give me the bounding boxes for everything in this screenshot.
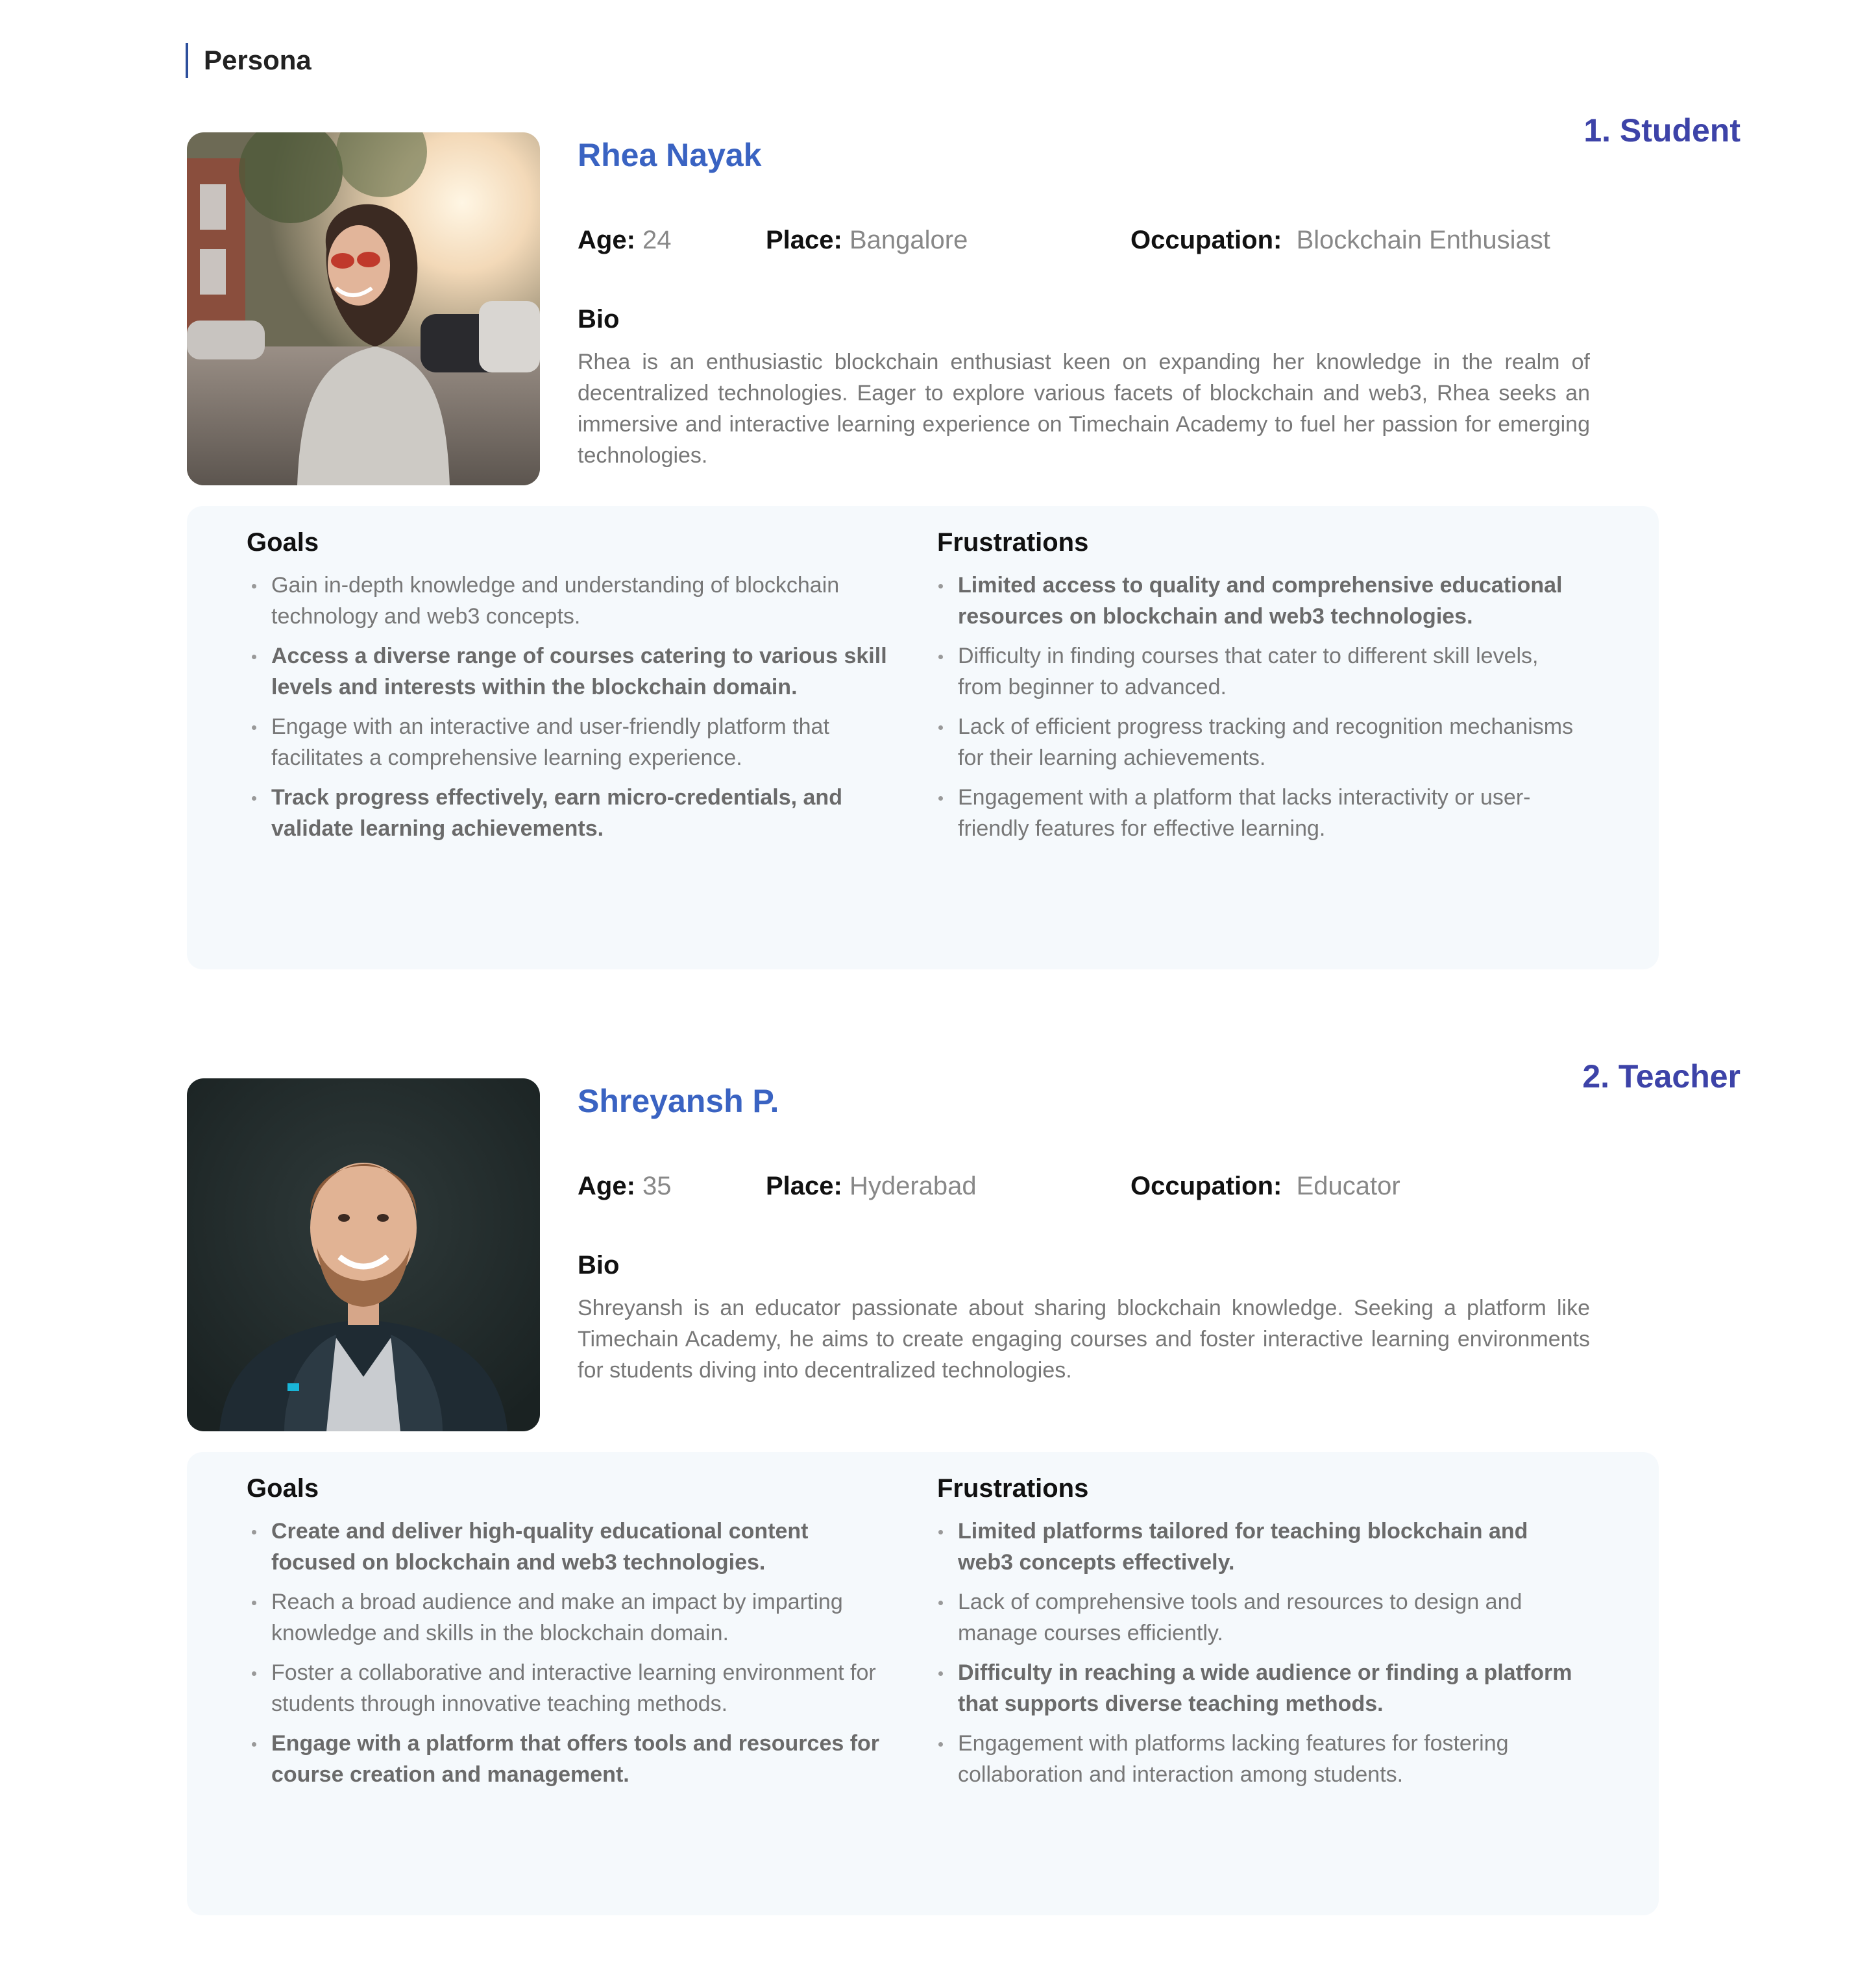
frustrations-title: Frustrations — [937, 1474, 1089, 1503]
age-field — [578, 226, 672, 255]
persona-name: Shreyansh P. — [578, 1083, 779, 1119]
persona-role: 1. Student — [1583, 112, 1741, 149]
goals-title: Goals — [247, 1474, 319, 1503]
goals-title: Goals — [247, 528, 319, 557]
list-item: Lack of comprehensive tools and resources to design and manage courses efficiently. — [933, 1586, 1582, 1649]
list-item: Engage with an interactive and user-friendly platform that facilitates a comprehensive learning experience. — [247, 711, 896, 773]
list-item: Engage with a platform that offers tools and resources for course creation and management. — [247, 1728, 896, 1790]
bio-title: Bio — [578, 305, 620, 333]
place-field — [766, 226, 968, 255]
persona-role: 2. Teacher — [1582, 1058, 1741, 1095]
persona-photo — [187, 132, 540, 485]
bio-text: Rhea is an enthusiastic blockchain enthusiast keen on expanding her knowledge in the realm of decentralized technologies. Eager to explore various facets of blockchain and web3, Rhea seeks an immersive and interactive learning experience on Timechain Academy to fuel her passion for emerging technologies. — [578, 350, 1590, 468]
goals-frustrations-panel — [187, 506, 1659, 969]
list-item: Engagement with platforms lacking features for fostering collaboration and interaction among students. — [933, 1728, 1582, 1790]
list-item: Track progress effectively, earn micro-credentials, and validate learning achievements. — [247, 782, 896, 844]
place-label: Place: — [766, 1172, 842, 1200]
age-label: Age: — [578, 1172, 635, 1200]
list-item: Foster a collaborative and interactive learning environment for students through innovative teaching methods. — [247, 1657, 896, 1719]
list-item: Reach a broad audience and make an impact by imparting knowledge and skills in the blockchain domain. — [247, 1586, 896, 1649]
age-field — [578, 1172, 672, 1201]
list-item: Difficulty in finding courses that cater to different skill levels, from beginner to advanced. — [933, 640, 1582, 703]
list-item: Limited access to quality and comprehensive educational resources on blockchain and web3 technologies. — [933, 570, 1582, 632]
age-value: 35 — [642, 1172, 672, 1200]
bio-title: Bio — [578, 1251, 620, 1279]
place-label: Place: — [766, 226, 842, 254]
occupation-value: Educator — [1296, 1172, 1400, 1200]
list-item: Gain in-depth knowledge and understanding of blockchain technology and web3 concepts. — [247, 570, 896, 632]
goals-list — [247, 1516, 896, 1799]
place-field — [766, 1172, 977, 1201]
frustrations-list — [933, 1516, 1582, 1799]
occupation-label: Occupation: — [1130, 1172, 1282, 1200]
list-item: Create and deliver high-quality educational content focused on blockchain and web3 technologies. — [247, 1516, 896, 1578]
persona-photo — [187, 1078, 540, 1431]
section-title: Persona — [186, 43, 312, 78]
persona-name: Rhea Nayak — [578, 137, 762, 173]
goals-list — [247, 570, 896, 853]
list-item: Engagement with a platform that lacks interactivity or user-friendly features for effective learning. — [933, 782, 1582, 844]
occupation-field — [1130, 226, 1550, 255]
list-item: Lack of efficient progress tracking and recognition mechanisms for their learning achievements. — [933, 711, 1582, 773]
frustrations-list — [933, 570, 1582, 853]
place-value: Hyderabad — [849, 1172, 977, 1200]
occupation-label: Occupation: — [1130, 226, 1282, 254]
age-label: Age: — [578, 226, 635, 254]
goals-frustrations-panel — [187, 1452, 1659, 1915]
list-item: Difficulty in reaching a wide audience or finding a platform that supports diverse teaching methods. — [933, 1657, 1582, 1719]
bio-text: Shreyansh is an educator passionate about sharing blockchain knowledge. Seeking a platform like Timechain Academy, he aims to create engaging courses and foster interactive learning environments for students diving into decentralized technologies. — [578, 1296, 1590, 1383]
list-item: Access a diverse range of courses catering to various skill levels and interests within the blockchain domain. — [247, 640, 896, 703]
occupation-field — [1130, 1172, 1400, 1201]
list-item: Limited platforms tailored for teaching blockchain and web3 concepts effectively. — [933, 1516, 1582, 1578]
age-value: 24 — [642, 226, 672, 254]
frustrations-title: Frustrations — [937, 528, 1089, 557]
place-value: Bangalore — [849, 226, 968, 254]
occupation-value: Blockchain Enthusiast — [1296, 226, 1550, 254]
